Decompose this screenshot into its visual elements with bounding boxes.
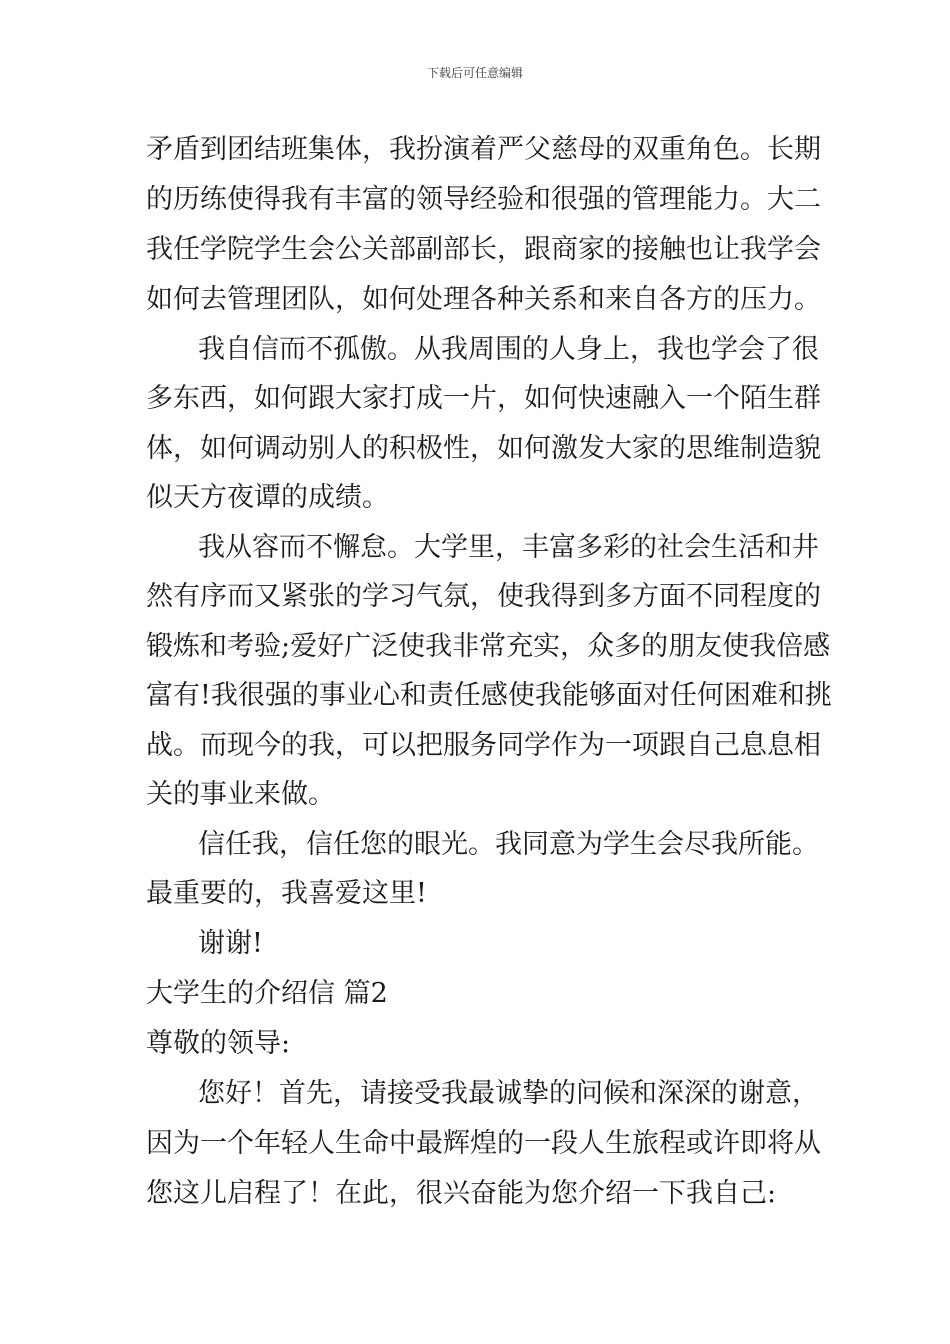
text-line: 我从容而不懈怠。大学里，丰富多彩的社会生活和井 xyxy=(198,532,819,563)
text-line: 因为一个年轻人生命中最辉煌的一段人生旅程或许即将从 xyxy=(146,1128,821,1159)
text-line: 我任学院学生会公关部副部长，跟商家的接触也让我学会 xyxy=(146,234,821,265)
text-line: 您这儿启程了！在此，很兴奋能为您介绍一下我自己: xyxy=(146,1178,777,1209)
section-heading: 大学生的介绍信 篇2 xyxy=(146,978,388,1009)
text-line: 关的事业来做。 xyxy=(146,779,335,810)
text-line: 您好！首先，请接受我最诚挚的问候和深深的谢意， xyxy=(198,1078,819,1109)
text-line: 我自信而不孤傲。从我周围的人身上，我也学会了很 xyxy=(198,334,819,365)
text-line: 然有序而又紧张的学习气氛，使我得到多方面不同程度的 xyxy=(146,581,821,612)
salutation: 尊敬的领导: xyxy=(146,1028,291,1059)
text-line: 多东西，如何跟大家打成一片，如何快速融入一个陌生群 xyxy=(146,383,821,414)
text-line: 最重要的，我喜爱这里! xyxy=(146,878,427,909)
text-line: 信任我，信任您的眼光。我同意为学生会尽我所能。 xyxy=(198,829,819,860)
text-line: 的历练使得我有丰富的领导经验和很强的管理能力。大二 xyxy=(146,184,821,215)
text-line: 矛盾到团结班集体，我扮演着严父慈母的双重角色。长期 xyxy=(146,134,821,165)
text-line: 似天方夜谭的成绩。 xyxy=(146,482,389,513)
text-line: 体，如何调动别人的积极性，如何激发大家的思维制造貌 xyxy=(146,433,821,464)
text-line: 锻炼和考验;爱好广泛使我非常充实，众多的朋友使我倍感 xyxy=(146,631,831,662)
text-line: 富有!我很强的事业心和责任感使我能够面对任何困难和挑 xyxy=(146,680,832,711)
text-line: 战。而现今的我，可以把服务同学作为一项跟自己息息相 xyxy=(146,730,821,761)
text-line: 谢谢! xyxy=(198,928,263,959)
text-line: 如何去管理团队，如何处理各种关系和来自各方的压力。 xyxy=(146,284,821,315)
page-header: 下载后可任意编辑 xyxy=(426,66,523,80)
